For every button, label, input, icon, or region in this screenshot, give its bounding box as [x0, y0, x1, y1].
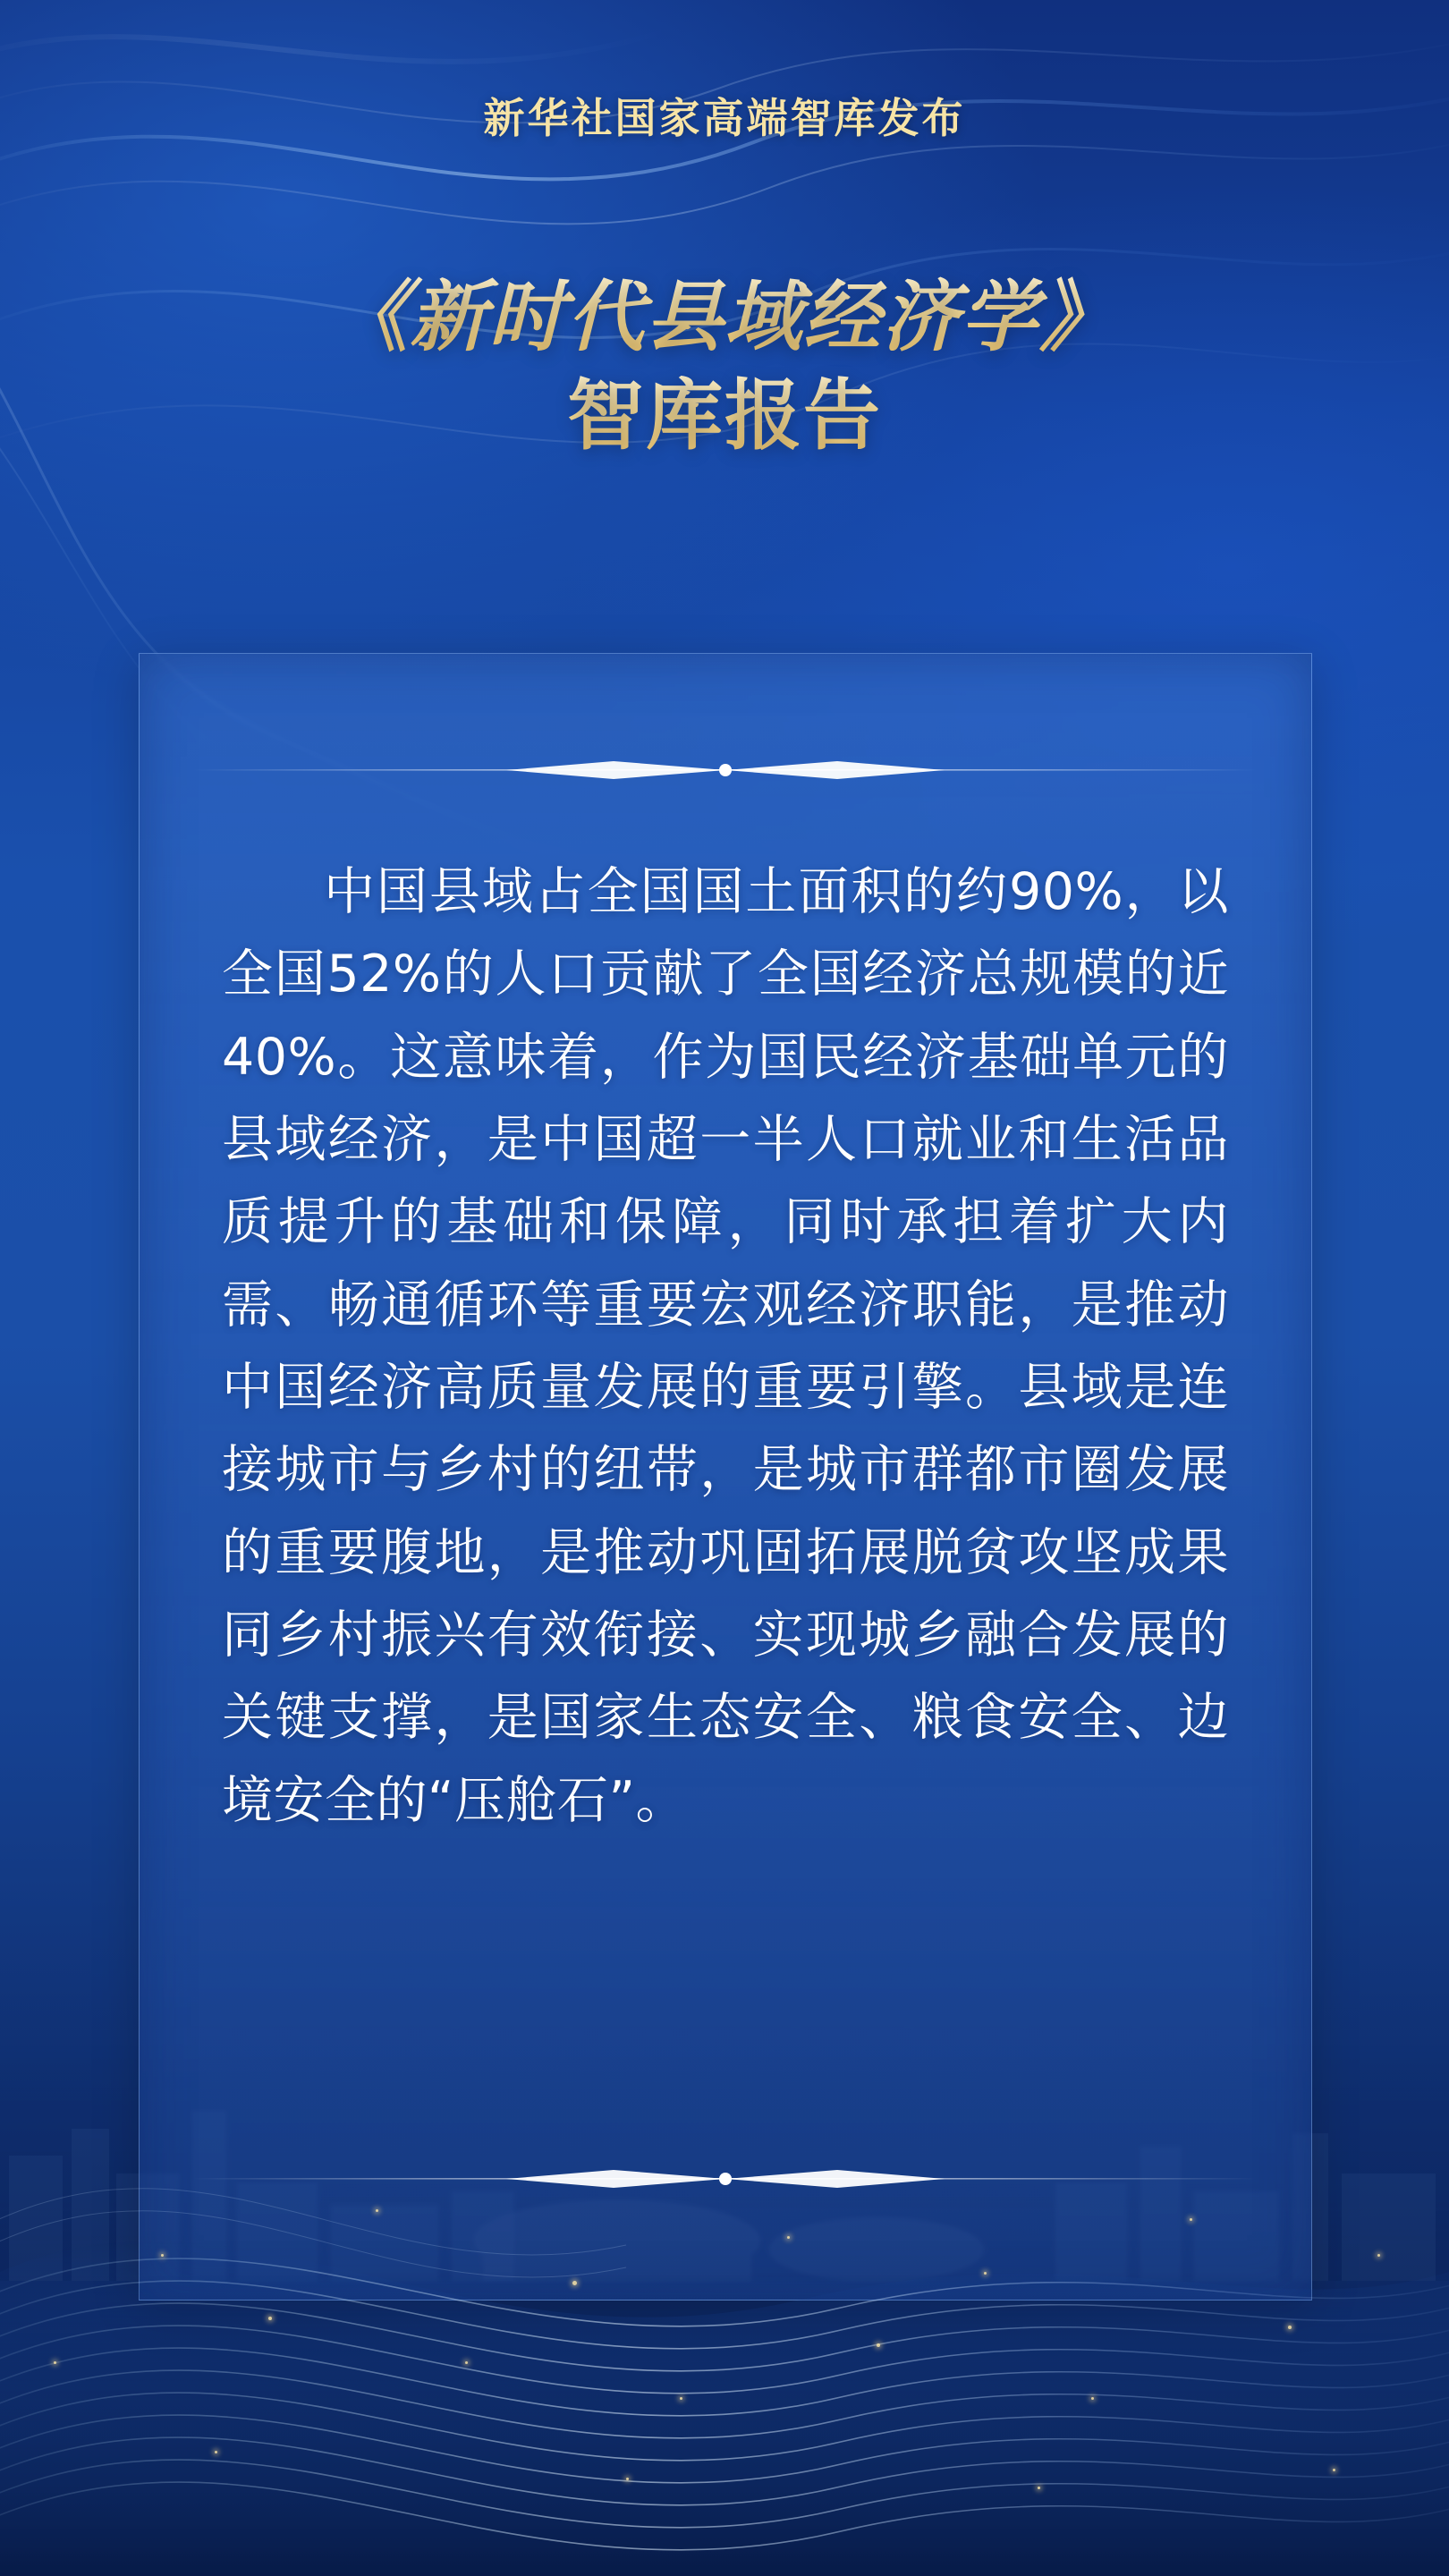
title-line-secondary: 智库报告	[0, 367, 1449, 465]
sparkle-dot	[680, 2397, 682, 2400]
ornament-divider-bottom	[193, 2161, 1258, 2197]
sparkle-dot	[268, 2317, 272, 2320]
title-line-primary: 《新时代县域经济学》	[0, 268, 1449, 367]
sparkle-dot	[215, 2451, 217, 2453]
sparkle-dot	[1288, 2326, 1292, 2329]
report-body-paragraph: 中国县域占全国国土面积的约90%，以全国52%的人口贡献了全国经济总规模的近40%。这意味着，作为国民经济基础单元的县域经济，是中国超一半人口就业和生活品质提升的基础和保障，同时承担着扩大内需、畅通循环等重要宏观经济职能，是推动中国经济高质量发展的重要引擎。县域是连接城市与乡村的纽带，是城市群都市圈发展的重要腹地，是推动巩固拓展脱贫攻坚成果同乡村振兴有效衔接、实现城乡融合发展的关键支撑，是国家生态安全、粮食安全、边境安全的“压舱石”。	[222, 862, 1229, 1830]
sparkle-dot	[1091, 2397, 1094, 2400]
publisher-eyebrow: 新华社国家高端智库发布	[483, 94, 966, 142]
sparkle-dot	[626, 2478, 629, 2480]
sparkle-dot	[1038, 2487, 1040, 2489]
sparkle-dot	[54, 2361, 56, 2364]
report-content-card	[139, 653, 1312, 2301]
ornament-divider-top	[193, 752, 1258, 788]
sparkle-dot	[465, 2361, 468, 2364]
sparkle-dot	[877, 2343, 880, 2347]
poster-title	[0, 268, 1449, 465]
sparkle-dot	[1333, 2469, 1335, 2471]
